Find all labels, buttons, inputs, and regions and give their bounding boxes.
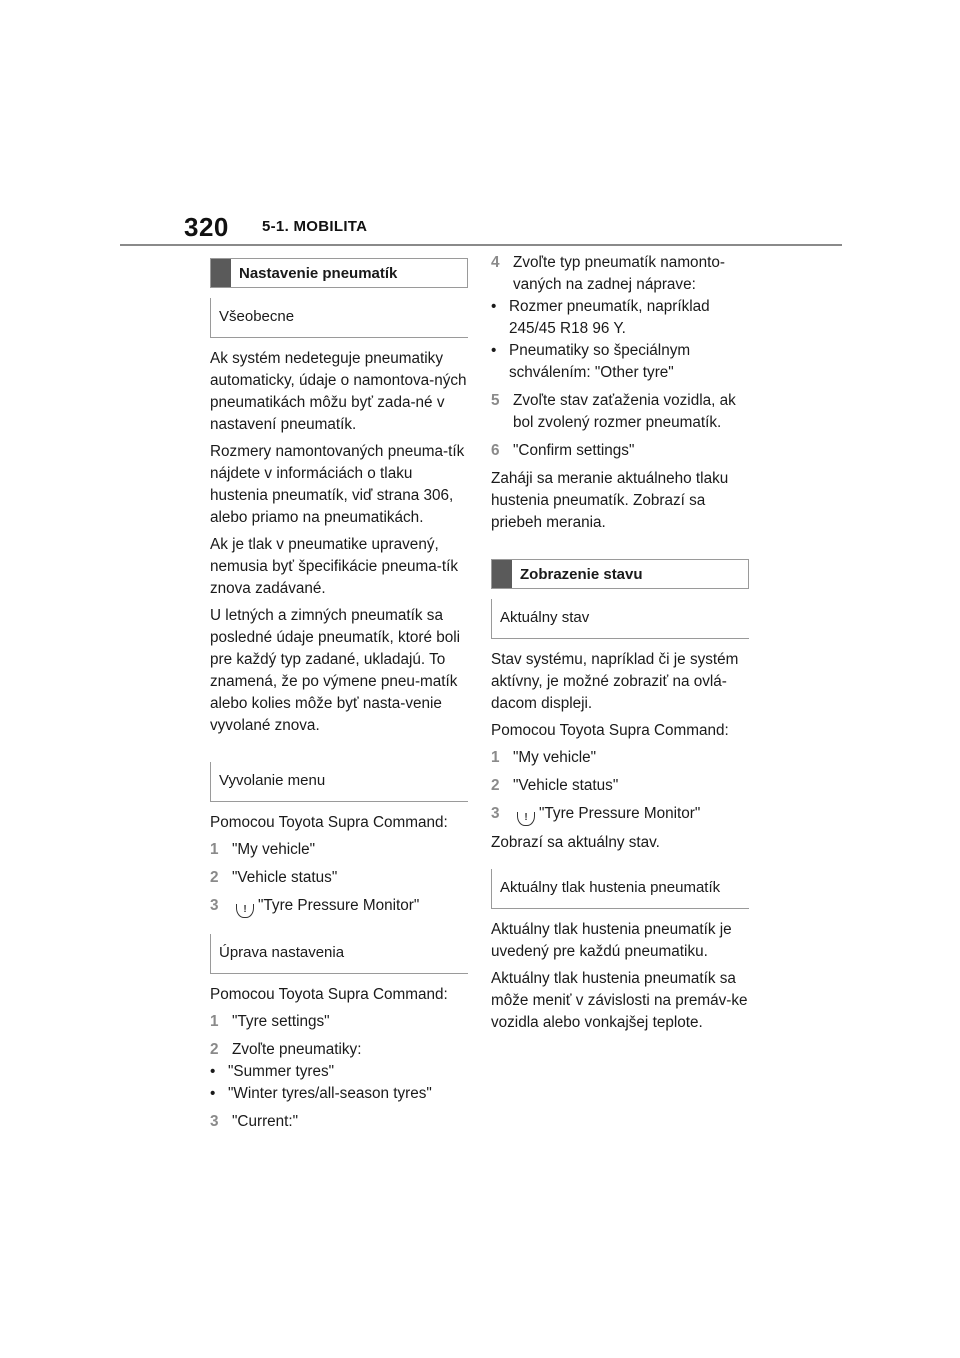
subheading-adjust: Úprava nastavenia [210,934,468,974]
box-title-text: Zobrazenie stavu [520,565,643,583]
bullet-item: • Pneumatiky so špeciálnym schválením: "Other tyre" [491,340,749,384]
step-number: 3 [210,897,219,914]
step-text: "Current:" [232,1113,299,1130]
step-number: 2 [210,869,219,886]
step-text: "My vehicle" [232,841,316,858]
step-text: "Vehicle status" [513,777,619,794]
step-item [210,1039,468,1061]
step-number: 4 [491,254,500,271]
step-number: 3 [491,805,500,822]
step-text: "Tyre Pressure Monitor" [258,897,420,914]
subheading-general: Všeobecne [210,298,468,338]
adjust-intro: Pomocou Toyota Supra Command: [210,986,448,1003]
subheading-current-pressure: Aktuálny tlak hustenia pneumatík [491,869,749,909]
step-item [210,867,468,889]
step-text: "Tyre settings" [232,1013,330,1030]
bullet-text: Rozmer pneumatík, napríklad 245/45 R18 96 Y. [509,298,710,337]
right-column [491,252,749,1039]
bullet-text: "Summer tyres" [228,1063,335,1080]
menu-intro: Pomocou Toyota Supra Command: [210,814,448,831]
tyre-pressure-warning-icon: ! [517,812,535,826]
bullet-item: • Rozmer pneumatík, napríklad 245/45 R18 96 Y. [491,296,749,340]
step-item [210,895,468,918]
subheading-menu: Vyvolanie menu [210,762,468,802]
section-title: 5-1. MOBILITA [262,218,368,235]
tyre-pressure-warning-icon: ! [236,904,254,918]
step-item [491,747,749,769]
step-item [491,775,749,797]
step-number: 1 [491,749,500,766]
step-number: 2 [491,777,500,794]
section-box-title [210,258,468,288]
paragraph: Ak je tlak v pneumatike upravený, nemusia byť špecifikácie pneuma-tík znova zadávané. [210,536,459,597]
step-number: 1 [210,1013,219,1030]
pressure-paragraph: Aktuálny tlak hustenia pneumatík sa môže meniť v závislosti na premáv-ke vozidla alebo vonkajšej teplote. [491,970,748,1031]
step-number: 6 [491,442,500,459]
title-marker [211,259,231,287]
paragraph: Ak systém nedeteguje pneumatiky automaticky, údaje o namontova-ných pneumatikách môžu byť zada-né v nastavení pneumatík. [210,350,467,433]
title-marker [492,560,512,588]
subheading-current-status: Aktuálny stav [491,599,749,639]
step-text: Zvoľte pneumatiky: [232,1041,362,1058]
section-box-title [491,559,749,589]
left-column [210,258,468,1139]
step-text: Zvoľte stav zaťaženia vozidla, ak bol zvolený rozmer pneumatík. [513,392,736,431]
step-item [491,803,749,826]
bullet-item: • "Winter tyres/all-season tyres" [210,1083,468,1105]
paragraph: Rozmery namontovaných pneuma-tík nájdete v informáciách o tlaku hustenia pneumatík, viď strana 306, alebo priamo na pneumatikách. [210,443,465,526]
step-number: 3 [210,1113,219,1130]
paragraph: U letných a zimných pneumatík sa posledné údaje pneumatík, ktoré boli pre každý typ zadané, ukladajú. To znamená, že po výmene pneu-matík alebo kolies môže byť nasta-venie vyvolané znova. [210,607,461,734]
step-item [491,390,749,434]
step-item [491,440,749,462]
measure-text: Zaháji sa meranie aktuálneho tlaku hustenia pneumatík. Zobrazí sa priebeh merania. [491,470,729,531]
status-result: Zobrazí sa aktuálny stav. [491,834,660,851]
step-item [210,839,468,861]
bullet-text: Pneumatiky so špeciálnym schválením: "Other tyre" [509,342,691,381]
step-number: 2 [210,1041,219,1058]
status-intro: Pomocou Toyota Supra Command: [491,722,729,739]
pressure-paragraph: Aktuálny tlak hustenia pneumatík je uvedený pre každú pneumatiku. [491,921,732,960]
step-text: "My vehicle" [513,749,597,766]
header-divider [120,244,842,246]
step-text: "Confirm settings" [513,442,635,459]
step-text: "Tyre Pressure Monitor" [539,805,701,822]
step-item [210,1111,468,1133]
step-item [210,1011,468,1033]
page-number: 320 [184,212,229,242]
step-text: "Vehicle status" [232,869,338,886]
step-number: 1 [210,841,219,858]
status-text: Stav systému, napríklad či je systém aktívny, je možné zobraziť na ovlá-dacom displeji. [491,651,739,712]
bullet-text: "Winter tyres/all-season tyres" [228,1085,432,1102]
step-item [491,252,749,296]
box-title-text: Nastavenie pneumatík [239,264,398,282]
step-text: Zvoľte typ pneumatík namonto-vaných na zadnej náprave: [513,254,725,293]
step-number: 5 [491,392,500,409]
bullet-item: • "Summer tyres" [210,1061,468,1083]
